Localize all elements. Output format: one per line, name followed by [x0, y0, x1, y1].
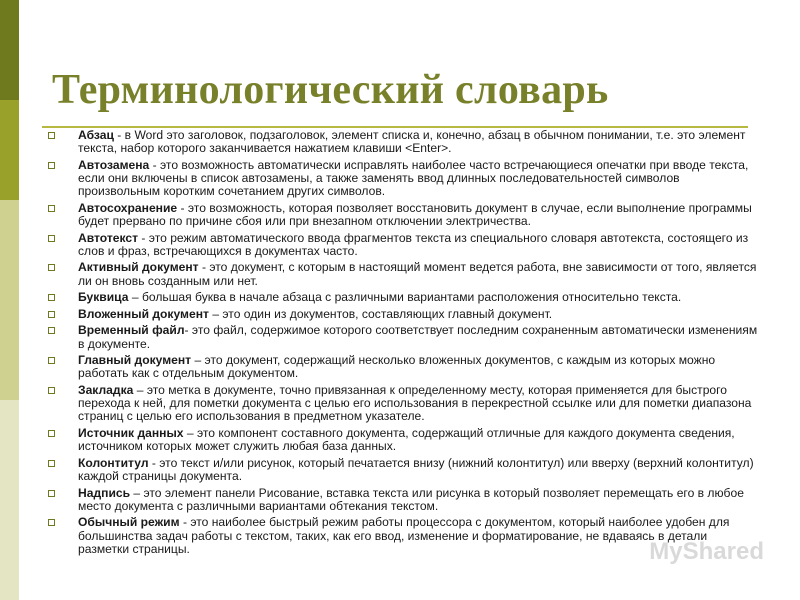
glossary-item	[48, 354, 760, 380]
square-bullet-icon	[48, 162, 55, 169]
glossary-item	[48, 427, 760, 453]
glossary-term: Надпись	[78, 485, 131, 500]
glossary-term: Автотекст	[78, 230, 139, 245]
glossary-item	[48, 129, 760, 155]
glossary-definition: – это элемент панели Рисование, вставка текста или рисунка в который позволяет перемещать его в любое место документа с различными вариантами обтекания текстом.	[78, 485, 744, 513]
glossary-definition: - это наиболее быстрый режим работы процессора с документом, который наиболее удобен для большинства задач работы с текстом, таких, как его ввод, изменение и форматирование, не вдаваясь в детали разметки страницы.	[78, 515, 730, 556]
glossary-item	[48, 384, 760, 424]
glossary-item	[48, 202, 760, 228]
glossary-definition: - это возможность автоматически исправлять наиболее часто встречающиеся опечатки при вводе текста, если они включены в список автозамены, а также заменять ввод длинных последовательностей символов произвольным коротким сочетанием других символов.	[78, 157, 749, 199]
side-bar-segment-mid	[0, 100, 19, 200]
square-bullet-icon	[48, 294, 55, 301]
square-bullet-icon	[48, 460, 55, 467]
glossary-term: Вложенный документ	[78, 306, 209, 321]
square-bullet-icon	[48, 205, 55, 212]
glossary-item	[48, 487, 760, 513]
square-bullet-icon	[48, 264, 55, 271]
glossary-definition: – это один из документов, составляющих главный документ.	[208, 306, 553, 321]
glossary-definition: - в Word это заголовок, подзаголовок, элемент списка и, конечно, абзац в обычном понимании, т.е. это элемент текста, набор которого заканчивается нажатием клавиши <Enter>.	[78, 128, 746, 156]
glossary-item	[48, 232, 760, 258]
glossary-term: Закладка	[78, 382, 134, 397]
side-bar-segment-dark	[0, 0, 19, 100]
glossary-definition: - это текст и/или рисунок, который печатается внизу (нижний колонтитул) или вверху (верхний колонтитул) каждой страницы документа.	[78, 455, 754, 483]
glossary-term: Обычный режим	[78, 515, 180, 530]
square-bullet-icon	[48, 327, 55, 334]
slide-title: Терминологический словарь	[52, 67, 609, 113]
side-bar-segment-light	[0, 200, 19, 400]
glossary-term: Активный документ	[78, 260, 199, 275]
glossary-term: Колонтитул	[78, 455, 149, 470]
side-bar-segment-lightest	[0, 400, 19, 600]
square-bullet-icon	[48, 132, 55, 139]
glossary-list	[48, 129, 760, 559]
glossary-term: Главный документ	[78, 353, 192, 368]
glossary-item	[48, 261, 760, 287]
square-bullet-icon	[48, 490, 55, 497]
glossary-definition: – это документ, содержащий несколько вложенных документов, с каждым из которых можно работать как с отдельным документом.	[78, 353, 716, 381]
square-bullet-icon	[48, 387, 55, 394]
glossary-term: Абзац	[78, 128, 114, 142]
watermark: MyShared	[649, 538, 764, 565]
glossary-item	[48, 308, 760, 321]
square-bullet-icon	[48, 235, 55, 242]
square-bullet-icon	[48, 311, 55, 318]
square-bullet-icon	[48, 357, 55, 364]
glossary-term: Источник данных	[78, 425, 184, 440]
square-bullet-icon	[48, 519, 55, 526]
glossary-term: Временный файл	[78, 323, 185, 338]
glossary-definition: – это метка в документе, точно привязанная к определенному месту, которая применяется для быстрого перехода к ней, для пометки документа с целью его использования в перекрестной ссылке или для пометки диапазона страниц с целью его использования в предметном указателе.	[78, 382, 752, 424]
glossary-term: Автозамена	[78, 157, 150, 172]
glossary-item	[48, 159, 760, 199]
glossary-definition: – это компонент составного документа, содержащий отличные для каждого документа сведения, источником которых может служить любая база данных.	[78, 425, 735, 454]
decorative-side-bar	[0, 0, 19, 600]
glossary-definition: - это документ, с которым в настоящий момент ведется работа, вне зависимости от того, является ли он вновь созданным или нет.	[78, 260, 757, 288]
glossary-term: Автосохранение	[78, 200, 178, 215]
glossary-definition: - это файл, содержимое которого соответствует последним сохраненным автоматически изменениям в документе.	[78, 323, 758, 351]
glossary-definition: – большая буква в начале абзаца с различными вариантами расположения относительно текста.	[128, 290, 682, 305]
glossary-item	[48, 324, 760, 350]
glossary-item	[48, 291, 760, 304]
glossary-term: Буквица	[78, 290, 129, 305]
glossary-item	[48, 457, 760, 483]
glossary-definition: - это режим автоматического ввода фрагментов текста из специального словаря автотекста, состоящего из слов и фраз, встречающихся в документах часто.	[78, 230, 749, 258]
square-bullet-icon	[48, 430, 55, 437]
glossary-definition: - это возможность, которая позволяет восстановить документ в случае, если выполнение программы будет прервано по причине сбоя или при внезапном отключении электричества.	[78, 200, 752, 228]
